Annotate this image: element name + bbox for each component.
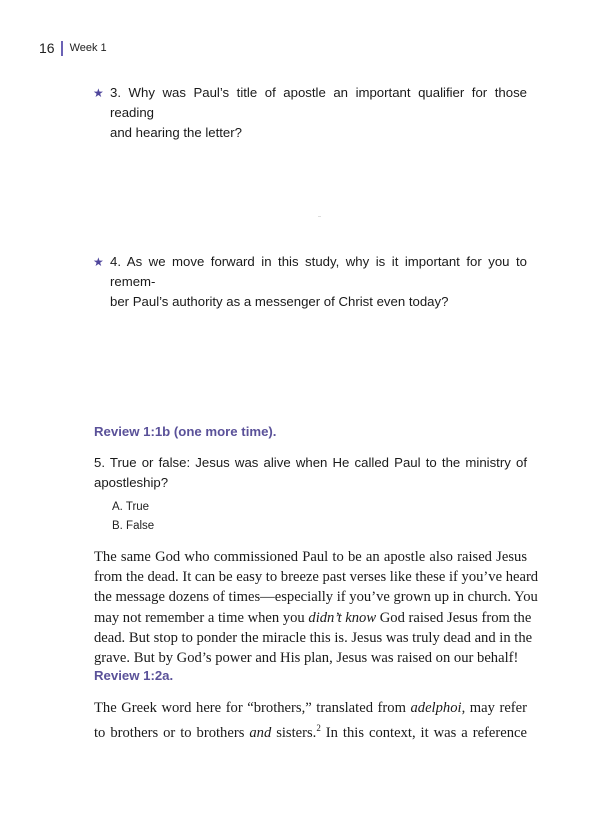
page-number: 16 xyxy=(39,40,55,56)
question-4-line-2: ber Paul’s authority as a messenger of Christ even today? xyxy=(110,294,449,309)
text-run: may not remember a time when you xyxy=(94,609,309,626)
paragraph-line xyxy=(94,718,527,743)
header-divider xyxy=(61,41,63,56)
question-4-line-1: 4. As we move forward in this study, why is it important for you to remem- xyxy=(110,254,527,289)
text-run: The Greek word here for “brothers,” translated from xyxy=(94,700,411,716)
answer-options xyxy=(112,498,154,536)
option-b[interactable]: B. False xyxy=(112,520,155,532)
question-4 xyxy=(95,252,527,312)
question-5-line-1: 5. True or false: Jesus was alive when He called Paul to the ministry of xyxy=(94,455,527,470)
text-run: sisters. xyxy=(271,725,317,742)
paragraph-line xyxy=(94,698,527,718)
paragraph-line: The same God who commissioned Paul to be an apostle also raised Jesus xyxy=(94,549,527,565)
question-5-line-2: apostleship? xyxy=(94,475,169,490)
paragraph-line: dead. But stop to ponder the miracle this is. Jesus was truly dead and in the xyxy=(94,629,533,646)
text-run: God raised Jesus from the xyxy=(376,609,532,626)
section-label: Week 1 xyxy=(69,42,107,54)
question-3-line-1: 3. Why was Paul’s title of apostle an important qualifier for those reading xyxy=(110,85,527,120)
emphasis-and: and xyxy=(249,725,272,742)
review-heading-1-1b: Review 1:1b (one more time). xyxy=(94,424,277,439)
paragraph-resurrection xyxy=(94,547,539,668)
star-icon: ★ xyxy=(93,255,104,269)
text-run: to brothers or to brothers xyxy=(94,725,250,742)
question-3-line-2: and hearing the letter? xyxy=(110,125,242,140)
paragraph-adelphoi xyxy=(94,698,527,743)
emphasis-adelphoi: adelphoi xyxy=(410,700,462,716)
page-header xyxy=(39,40,107,56)
star-icon: ★ xyxy=(93,86,104,100)
paragraph-line xyxy=(94,608,532,628)
review-heading-1-2a: Review 1:2a. xyxy=(94,668,174,683)
question-5 xyxy=(94,453,527,493)
text-run: , may refer xyxy=(461,700,527,716)
option-a[interactable]: A. True xyxy=(112,501,150,513)
footnote-marker[interactable]: 2 xyxy=(316,723,321,734)
emphasis-didnt-know: didn’t know xyxy=(308,609,377,626)
scan-speck xyxy=(318,216,321,217)
text-run: In this context, it was a reference xyxy=(320,725,528,742)
paragraph-line: from the dead. It can be easy to breeze past verses like these if you’ve heard xyxy=(94,569,539,586)
question-3 xyxy=(95,83,527,143)
paragraph-line: grave. But by God’s power and His plan, Jesus was raised on our behalf! xyxy=(94,650,519,667)
paragraph-line: the message dozens of times—especially if you’ve grown up in church. You xyxy=(94,589,538,606)
